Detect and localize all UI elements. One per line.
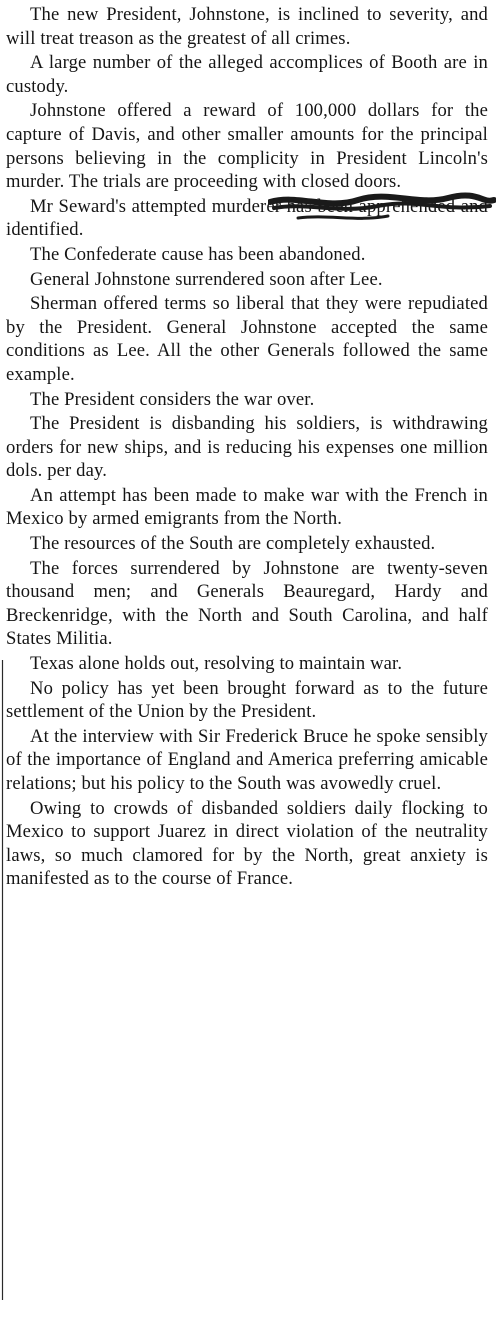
article-paragraph-14: No policy has yet been brought forward as to the future settlement of the Union by the President. bbox=[6, 677, 488, 723]
article-paragraph-13: Texas alone holds out, resolving to maintain war. bbox=[30, 653, 403, 675]
article-paragraph-12: The forces surrendered by Johnstone are twenty-seven thousand men; and Generals Beauregard, Hardy and Breckenridge, with the North and South Carolina, and half States Militia. bbox=[6, 557, 488, 650]
article-paragraph-1: The new President, Johnstone, is inclined to severity, and will treat treason as the greatest of all crimes. bbox=[6, 4, 488, 49]
article-paragraph-10: An attempt has been made to make war with the French in Mexico by armed emigrants from the North. bbox=[6, 484, 488, 530]
article-paragraph-15: At the interview with Sir Frederick Bruce he spoke sensibly of the importance of England and America preferring amicable relations; but his policy to the South was avowedly cruel. bbox=[6, 725, 488, 794]
article-paragraph-9: The President is disbanding his soldiers, is withdrawing orders for new ships, and is reducing his expenses one million dols. per day. bbox=[6, 413, 488, 482]
article-paragraph-16: Owing to crowds of disbanded soldiers daily flocking to Mexico to support Juarez in direct violation of the neutrality laws, so much clamored for by the North, great anxiety is manifested as to the course of France. bbox=[6, 797, 488, 890]
ink-scribble bbox=[268, 188, 496, 228]
article-paragraph-7: Sherman offered terms so liberal that they were repudiated by the President. General Johnstone accepted the same conditions as Lee. All the other Generals followed the same example. bbox=[6, 293, 488, 385]
article-paragraph-11: The resources of the South are completely exhausted. bbox=[30, 533, 436, 555]
article-paragraph-6: General Johnstone surrendered soon after Lee. bbox=[30, 268, 383, 290]
article-paragraph-3: Johnstone offered a reward of 100,000 dollars for the capture of Davis, and other smaller amounts for the principal persons believing in the complicity in President Lincoln's murder. The trials are proceeding with closed doors. bbox=[6, 100, 488, 193]
article-paragraph-5: The Confederate cause has been abandoned. bbox=[30, 243, 366, 265]
article-paragraph-8: The President considers the war over. bbox=[30, 388, 315, 410]
column-edge-mark bbox=[1, 660, 4, 1300]
article-paragraph-2: A large number of the alleged accomplices of Booth are in custody. bbox=[6, 52, 488, 97]
article-paragraph-4: Mr Seward's attempted murderer has been apprehended and identified. bbox=[6, 195, 488, 241]
